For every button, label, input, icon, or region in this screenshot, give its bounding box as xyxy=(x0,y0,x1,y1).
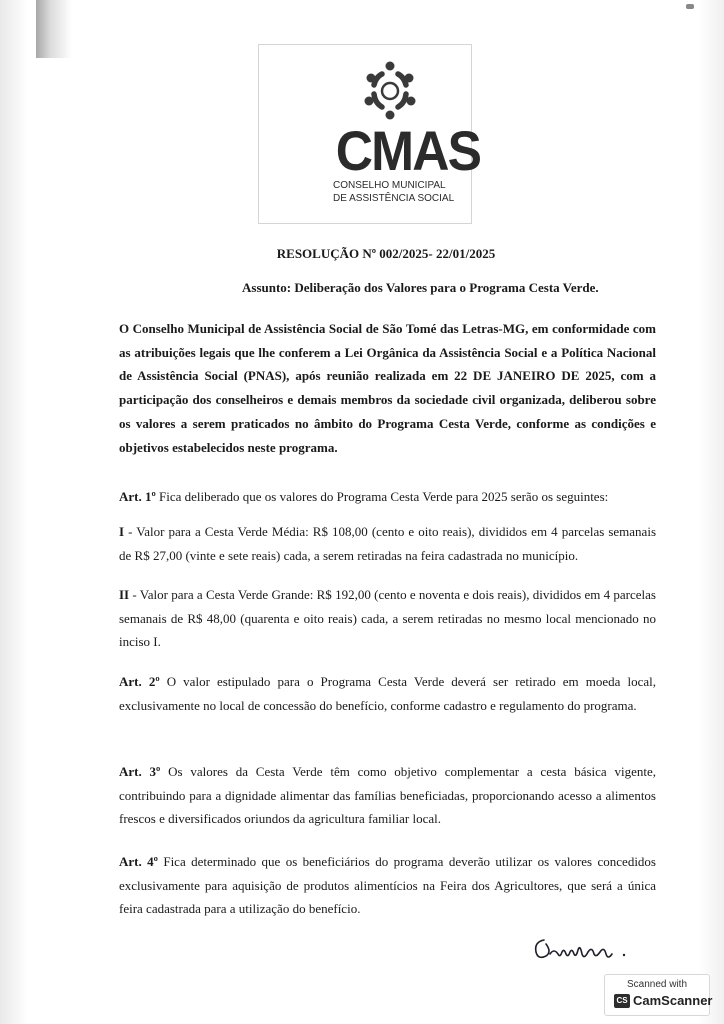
article-4 xyxy=(119,850,656,921)
article-2-text: O valor estipulado para o Programa Cesta Verde deverá ser retirado em moeda local, exclusivamente no local de concessão do benefício, conforme cadastro e regulamento do programa. xyxy=(119,674,656,713)
handwritten-signature-icon xyxy=(532,930,642,966)
inciso-2 xyxy=(119,583,656,654)
intro-paragraph: O Conselho Municipal de Assistência Social de São Tomé das Letras-MG, em conformidade com as atribuições legais que lhe conferem a Lei Orgânica da Assistência Social e a Política Nacional de Assistência Social (PNAS), após reunião realizada em 22 DE JANEIRO DE 2025, com a participação dos conselheiros e demais membros da sociedade civil organizada, deliberou sobre os valores a serem praticados no âmbito do Programa Cesta Verde, conforme as condições e objetivos estabelecidos neste programa. xyxy=(119,321,656,455)
scan-edge-right xyxy=(698,0,724,1024)
scan-edge-left xyxy=(0,0,28,1024)
people-circle-emblem-icon xyxy=(360,61,420,123)
article-4-text: Fica determinado que os beneficiários do programa deverão utilizar os valores concedidos exclusivamente para aquisição de produtos alimentícios na Feira dos Agricultores, que será a única feira cadastrada para a utilização do benefício. xyxy=(119,854,656,917)
camscanner-watermark xyxy=(604,974,713,1016)
article-1-label: Art. 1º xyxy=(119,489,156,504)
scanned-with-label: Scanned with xyxy=(626,979,688,990)
resolution-title: RESOLUÇÃO Nº 002/2025- 22/01/2025 xyxy=(276,246,496,261)
article-4-label: Art. 4º xyxy=(119,854,158,869)
camscanner-logo-icon: CS xyxy=(614,994,630,1008)
inciso-1-text: - Valor para a Cesta Verde Média: R$ 108,00 (cento e oito reais), divididos em 4 parcelas semanais de R$ 27,00 (vinte e sete reais) cada, a serem retiradas na feira cadastrada no município. xyxy=(119,524,656,563)
scan-artifact xyxy=(686,4,694,9)
article-2 xyxy=(119,670,656,717)
inciso-1 xyxy=(119,520,656,567)
inciso-2-label: II xyxy=(119,587,130,602)
inciso-2-text: - Valor para a Cesta Verde Grande: R$ 192,00 (cento e noventa e dois reais), divididos em 4 parcelas semanais de R$ 48,00 (quarenta e oito reais) cada, a serem retiradas no mesmo local mencionado no inciso I. xyxy=(119,587,656,650)
resolution-subject: Assunto: Deliberação dos Valores para o Programa Cesta Verde. xyxy=(242,280,599,295)
cmas-logo xyxy=(258,44,481,224)
logo-wordmark: CMAS xyxy=(335,119,481,182)
logo-subtitle-line1: CONSELHO MUNICIPAL xyxy=(333,180,446,191)
inciso-1-label: I xyxy=(119,524,125,539)
article-3-label: Art. 3º xyxy=(119,764,161,779)
camscanner-name: CamScanner xyxy=(633,993,713,1008)
article-3-text: Os valores da Cesta Verde têm como objetivo complementar a cesta básica vigente, contribuindo para a dignidade alimentar das famílias beneficiadas, proporcionando acesso a alimentos frescos e diversificados oriundos da agricultura familiar local. xyxy=(119,764,656,827)
scan-shadow xyxy=(36,0,72,58)
logo-subtitle xyxy=(333,179,473,205)
article-1-text: Fica deliberado que os valores do Programa Cesta Verde para 2025 serão os seguintes: xyxy=(155,489,609,504)
article-3 xyxy=(119,760,656,831)
article-1 xyxy=(119,485,656,509)
logo-subtitle-line2: DE ASSISTÊNCIA SOCIAL xyxy=(333,193,455,204)
article-2-label: Art. 2º xyxy=(119,674,160,689)
